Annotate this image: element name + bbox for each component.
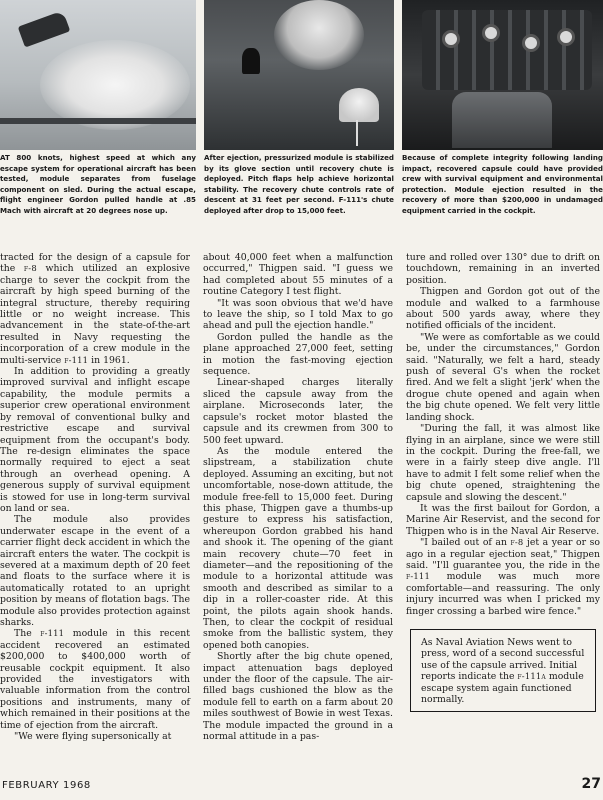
- page-footer: [0, 778, 603, 798]
- paragraph: about 40,000 feet when a malfunction occurred," Thigpen said. "I guess we had completed about 55 minutes of a routine Category I test flight.: [203, 252, 393, 298]
- paragraph: Thigpen and Gordon got out of the module and walked to a farmhouse about 500 yards away, where they notified officials of the incident.: [406, 286, 600, 332]
- paragraph: Shortly after the big chute opened, impact attenuation bags deployed under the floor of the capsule. The air-filled bags cushioned the blow as the module fell to earth on a farm about 20 miles southwest of Bowie in west Texas. The module impacted the ground in a normal attitude in a pas-: [203, 651, 393, 743]
- caption-3: Because of complete integrity following landing impact, recovered capsule could have provided crew with survival equipment and environmental protection. Module ejection resulted in the recovery of more than $200,000 in undamaged equipment carried in the cockpit.: [402, 153, 603, 215]
- paragraph: The f-111 module in this recent accident recovered an estimated $200,000 to $400,000 worth of reusable cockpit equipment. It also provided the investigators with valuable information from the control positions and instruments, many of which remained in their positions at the time of ejection from the aircraft.: [0, 628, 190, 731]
- article-body: [0, 252, 603, 764]
- column-1: [0, 252, 190, 764]
- escape-sled-test-photo: [0, 0, 196, 150]
- column-3: [406, 252, 600, 764]
- paragraph: Gordon pulled the handle as the plane approached 27,000 feet, setting in motion the fast-moving ejection sequence.: [203, 331, 393, 378]
- paragraph: In addition to providing a greatly improved survival and inflight escape capability, the module permits a superior crew operational environment by removal of conventional bulky and restrictive escape and survival equipment from the occupant's body. The re-design eliminates the space normally required to eject a seat through an overhead opening. A generous supply of survival equipment is stowed for use in long-term survival on land or sea.: [0, 366, 190, 514]
- chute-deploy-photo: [204, 0, 394, 150]
- paragraph: Linear-shaped charges literally sliced the capsule away from the airplane. Microseconds later, the capsule's rocket motor blasted the capsule and its crewmen from 300 to 500 feet upward.: [203, 377, 393, 446]
- photo-captions: [0, 153, 603, 233]
- paragraph: As the module entered the slipstream, a stabilization chute deployed. Assuming an exciting, but not uncomfortable, nose-down attitude, the module free-fell to 15,000 feet. During this phase, Thigpen gave a thumbs-up gesture to express his satisfaction, whereupon Gordon grabbed his hand and shook it. The opening of the giant main recovery chute—70 feet in diameter—and the repositioning of the module to a horizontal attitude was smooth and described as similar to a dip in a roller-coaster ride. At this point, the pilots again shook hands. Then, to clear the cockpit of residual smoke from the ballistic system, they opened both canopies.: [203, 445, 393, 651]
- paragraph: The module also provides underwater escape in the event of a carrier flight deck accident in which the aircraft enters the water. The cockpit is severed at a maximum depth of 20 feet and floats to the surface where it is automatically rotated to an upright position by means of flotation bags. The module also provides protection against sharks.: [0, 514, 190, 628]
- issue-date: FEBRUARY 1968: [2, 780, 91, 791]
- column-2: [203, 252, 393, 764]
- paragraph: "We were as comfortable as we could be, under the circumstances," Gordon said. "Naturally, we felt a hard, steady push of several G's when the rocket fired. And we felt a slight 'jerk' when the drogue chute opened and again when the big chute opened. We felt very little landing shock.: [406, 331, 600, 423]
- paragraph: "During the fall, it was almost like flying in an airplane, since we were still in the cockpit. During the free-fall, we were in a fairly steep dive angle. I'll have to admit I felt some relief when the big chute opened, straightening the capsule and slowing the descent.": [406, 423, 600, 503]
- paragraph: ture and rolled over 130° due to drift on touchdown, remaining in an inverted position.: [406, 252, 600, 286]
- caption-1: AT 800 knots, highest speed at which any escape system for operational aircraft has been tested, module separates from fuselage component on sled. During the actual escape, flight engineer Gordon pulled handle at .85 Mach with aircraft at 20 degrees nose up.: [0, 153, 196, 215]
- caption-2: After ejection, pressurized module is stabilized by its glove section until recovery chute is deployed. Pitch flaps help achieve horizontal stability. The recovery chute controls rate of descent at 31 feet per second. F-111's chute deployed after drop to 15,000 feet.: [204, 153, 394, 215]
- press-note-box: As Naval Aviation News went to press, word of a second successful use of the capsule arrived. Initial reports indicate the f-111a module escape system again functioned normally.: [410, 629, 596, 712]
- photo-strip: [0, 0, 603, 150]
- paragraph: "It was soon obvious that we'd have to leave the ship, so I told Max to go ahead and pull the ejection handle.": [203, 297, 393, 332]
- recovered-cockpit-photo: [402, 0, 603, 150]
- page-number: 27: [581, 776, 601, 792]
- paragraph: tracted for the design of a capsule for the f-8 which utilized an explosive charge to sever the cockpit from the aircraft by high speed burning of the integral structure, thereby requiring little or no weight increase. This advancement in the state-of-the-art resulted in Navy requesting the incorporation of a crew module in the multi-service f-111 in 1961.: [0, 252, 190, 366]
- paragraph: "I bailed out of an f-8 jet a year or so ago in a regular ejection seat," Thigpen said. "I'll guarantee you, the ride in the f-111 module was much more comfortable—and reassuring. The only injury incurred was when I pricked my finger crossing a barbed wire fence.": [406, 537, 600, 617]
- paragraph: "We were flying supersonically at: [14, 731, 172, 743]
- paragraph: It was the first bailout for Gordon, a Marine Air Reservist, and the second for Thigpen who is in the Naval Air Reserve.: [406, 502, 600, 537]
